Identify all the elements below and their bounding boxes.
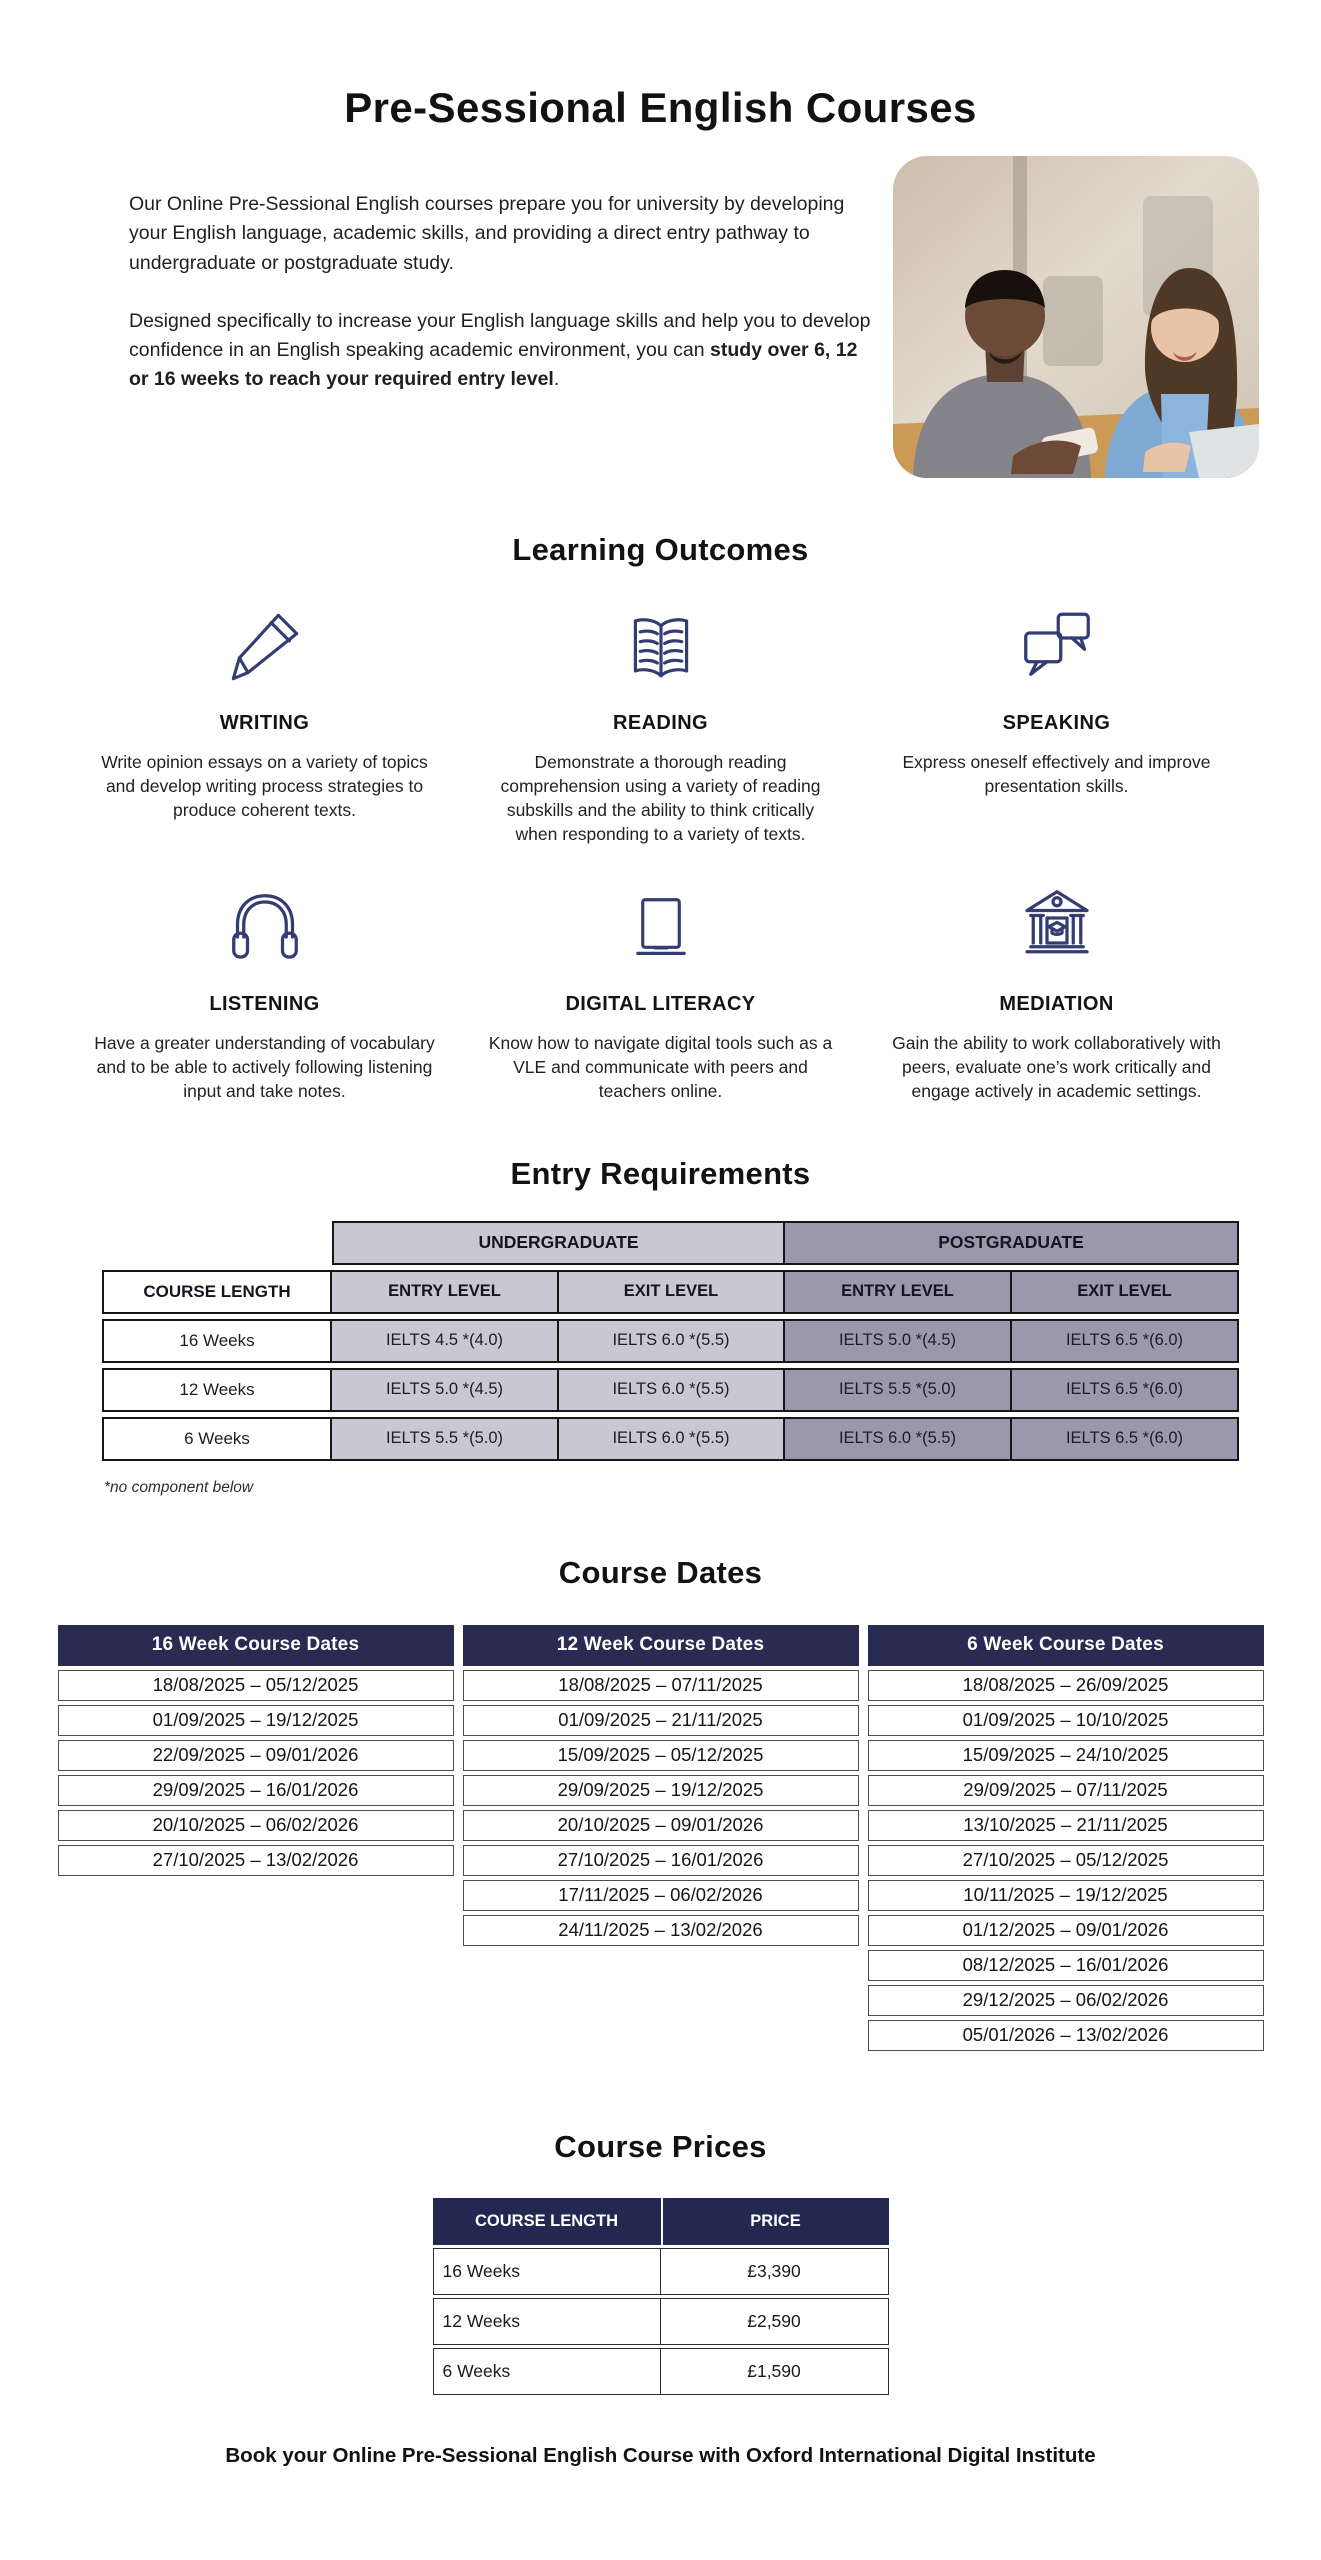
price-row-16-weeks [433,2248,889,2295]
course-dates-table-16-week [58,1621,454,1880]
ielts-cell: IELTS 4.5 *(4.0) [332,1319,559,1363]
course-date-range: 05/01/2026 – 13/02/2026 [868,2020,1264,2051]
price-row-6-weeks [433,2348,889,2395]
ug-entry-level-header: ENTRY LEVEL [332,1270,559,1314]
course-date-row [463,1810,859,1841]
outcome-text: Express oneself effectively and improve presentation skills. [902,752,1211,796]
course-date-range: 22/09/2025 – 09/01/2026 [58,1740,454,1771]
outcome-card-speaking [863,600,1251,847]
outcome-text: Write opinion essays on a variety of topics and develop writing process strategies to produce coherent texts. [101,752,428,820]
course-date-row [463,1915,859,1946]
course-date-row [868,1985,1264,2016]
entry-row-6-weeks [102,1417,1239,1461]
ielts-cell: IELTS 6.5 *(6.0) [1012,1417,1239,1461]
course-date-range: 01/12/2025 – 09/01/2026 [868,1915,1264,1946]
course-date-range: 27/10/2025 – 16/01/2026 [463,1845,859,1876]
learning-outcomes-heading: Learning Outcomes [512,532,809,567]
course-date-row [868,1950,1264,1981]
page-title: Pre-Sessional English Courses [344,84,977,131]
course-date-row [58,1670,454,1701]
price-course-length-header: COURSE LENGTH [433,2198,661,2245]
price-row-12-weeks [433,2298,889,2345]
entry-row-16-weeks [102,1319,1239,1363]
headphones-icon [71,881,459,969]
course-dates-table-12-week [463,1621,859,1950]
course-date-range: 15/09/2025 – 24/10/2025 [868,1740,1264,1771]
booking-call-to-action: Book your Online Pre-Sessional English Course with Oxford International Digital Institute [225,2443,1096,2467]
outcome-label: SPEAKING [1002,712,1111,734]
course-date-row [868,1845,1264,1876]
course-date-row [868,2020,1264,2051]
price-value: £3,390 [661,2248,889,2295]
course-date-row [58,1705,454,1736]
course-date-row [868,1705,1264,1736]
course-date-row [463,1670,859,1701]
course-date-range: 01/09/2025 – 21/11/2025 [463,1705,859,1736]
course-date-row [463,1705,859,1736]
course-date-range: 17/11/2025 – 06/02/2026 [463,1880,859,1911]
ug-exit-level-header: EXIT LEVEL [559,1270,785,1314]
open-book-icon [467,600,855,688]
course-date-range: 29/09/2025 – 16/01/2026 [58,1775,454,1806]
course-date-row [463,1845,859,1876]
course-date-row [868,1670,1264,1701]
course-date-range: 18/08/2025 – 26/09/2025 [868,1670,1264,1701]
course-date-range: 29/09/2025 – 19/12/2025 [463,1775,859,1806]
ielts-cell: IELTS 5.0 *(4.5) [332,1368,559,1412]
institution-icon [863,881,1251,969]
intro-bold-highlight: study over 6, 12 or 16 weeks to reach your required entry level [129,339,858,391]
course-date-range: 01/09/2025 – 10/10/2025 [868,1705,1264,1736]
ielts-cell: IELTS 6.5 *(6.0) [1012,1319,1239,1363]
course-date-row [868,1880,1264,1911]
course-date-range: 18/08/2025 – 07/11/2025 [463,1670,859,1701]
course-date-range: 15/09/2025 – 05/12/2025 [463,1740,859,1771]
date-table-header: 12 Week Course Dates [463,1625,859,1666]
blank-cell [102,1221,332,1265]
price-course-length: 12 Weeks [433,2298,661,2345]
outcome-card-writing [71,600,459,847]
course-date-range: 20/10/2025 – 06/02/2026 [58,1810,454,1841]
ielts-cell: IELTS 6.0 *(5.5) [559,1417,785,1461]
pg-entry-level-header: ENTRY LEVEL [785,1270,1012,1314]
group-header-row [102,1221,1239,1265]
course-date-range: 01/09/2025 – 19/12/2025 [58,1705,454,1736]
course-date-row [58,1845,454,1876]
ielts-cell: IELTS 6.0 *(5.5) [559,1319,785,1363]
course-date-row [58,1775,454,1806]
course-length-cell: 6 Weeks [102,1417,332,1461]
course-date-range: 27/10/2025 – 13/02/2026 [58,1845,454,1876]
course-dates-heading: Course Dates [558,1554,763,1590]
course-date-row [868,1775,1264,1806]
course-date-range: 18/08/2025 – 05/12/2025 [58,1670,454,1701]
course-date-range: 20/10/2025 – 09/01/2026 [463,1810,859,1841]
postgraduate-group-header: POSTGRADUATE [785,1221,1239,1265]
intro-section [0,156,1321,478]
column-header-row [102,1270,1239,1314]
course-date-row [463,1775,859,1806]
course-date-row [58,1810,454,1841]
course-date-range: 29/12/2025 – 06/02/2026 [868,1985,1264,2016]
outcome-card-listening [71,881,459,1104]
price-header: PRICE [661,2198,889,2245]
outcome-text: Know how to navigate digital tools such as a VLE and communicate with peers and teachers online. [488,1032,833,1101]
outcome-card-digital-literacy [467,881,855,1104]
intro-paragraph-1: Our Online Pre-Sessional English courses prepare you for university by developing your English language, academic skills, and providing a direct entry pathway to undergraduate or postgraduate study. [129,193,845,274]
outcome-label: DIGITAL LITERACY [565,992,756,1015]
course-date-row [868,1915,1264,1946]
price-course-length: 6 Weeks [433,2348,661,2395]
ielts-cell: IELTS 6.0 *(5.5) [559,1368,785,1412]
course-dates-tables [0,1621,1321,2055]
undergraduate-group-header: UNDERGRADUATE [332,1221,785,1265]
entry-requirements-footnote: *no component below [104,1478,254,1496]
course-date-range: 10/11/2025 – 19/12/2025 [868,1880,1264,1911]
learning-outcomes-grid [0,600,1321,1104]
course-date-range: 29/09/2025 – 07/11/2025 [868,1775,1264,1806]
price-course-length: 16 Weeks [433,2248,661,2295]
outcome-label: READING [612,712,709,734]
course-date-range: 08/12/2025 – 16/01/2026 [868,1950,1264,1981]
entry-requirements-table [102,1216,1239,1466]
course-date-range: 27/10/2025 – 05/12/2025 [868,1845,1264,1876]
pencil-icon [71,600,459,688]
outcome-label: MEDIATION [999,992,1114,1015]
outcome-text: Gain the ability to work collaboratively with peers, evaluate one’s work critically and engage actively in academic settings. [892,1032,1221,1101]
price-header-row [433,2198,889,2245]
speech-bubbles-icon [863,600,1251,688]
course-length-header: COURSE LENGTH [102,1270,332,1314]
course-date-range: 24/11/2025 – 13/02/2026 [463,1915,859,1946]
course-date-row [868,1740,1264,1771]
outcome-label: LISTENING [209,992,320,1015]
date-table-header: 6 Week Course Dates [868,1625,1264,1666]
outcome-card-reading [467,600,855,847]
course-date-row [463,1740,859,1771]
course-date-row [58,1740,454,1771]
ielts-cell: IELTS 5.0 *(4.5) [785,1319,1012,1363]
course-dates-table-6-week [868,1621,1264,2055]
ielts-cell: IELTS 6.0 *(5.5) [785,1417,1012,1461]
price-value: £1,590 [661,2348,889,2395]
outcome-text: Demonstrate a thorough reading comprehension using a variety of reading subskills and the ability to think critically when responding to a variety of texts. [500,752,821,844]
laptop-icon [467,881,855,969]
intro-text [129,156,871,478]
date-table-header: 16 Week Course Dates [58,1625,454,1666]
course-prices-heading: Course Prices [554,2128,767,2164]
course-date-row [463,1880,859,1911]
outcome-label: WRITING [219,712,310,734]
students-photo [893,156,1259,478]
price-value: £2,590 [661,2298,889,2345]
entry-row-12-weeks [102,1368,1239,1412]
course-length-cell: 12 Weeks [102,1368,332,1412]
course-date-row [868,1810,1264,1841]
entry-requirements-heading: Entry Requirements [510,1155,811,1191]
ielts-cell: IELTS 6.5 *(6.0) [1012,1368,1239,1412]
pg-exit-level-header: EXIT LEVEL [1012,1270,1239,1314]
intro-paragraph-2: Designed specifically to increase your English language skills and help you to develop confidence in an English speaking academic environment, you can study over 6, 12 or 16 weeks to reach your required entry level. [129,309,871,391]
outcome-card-mediation [863,881,1251,1104]
ielts-cell: IELTS 5.5 *(5.0) [332,1417,559,1461]
ielts-cell: IELTS 5.5 *(5.0) [785,1368,1012,1412]
outcome-text: Have a greater understanding of vocabulary and to be able to actively following listening input and take notes. [94,1032,435,1101]
course-length-cell: 16 Weeks [102,1319,332,1363]
course-date-range: 13/10/2025 – 21/11/2025 [868,1810,1264,1841]
course-prices-table [433,2195,889,2398]
